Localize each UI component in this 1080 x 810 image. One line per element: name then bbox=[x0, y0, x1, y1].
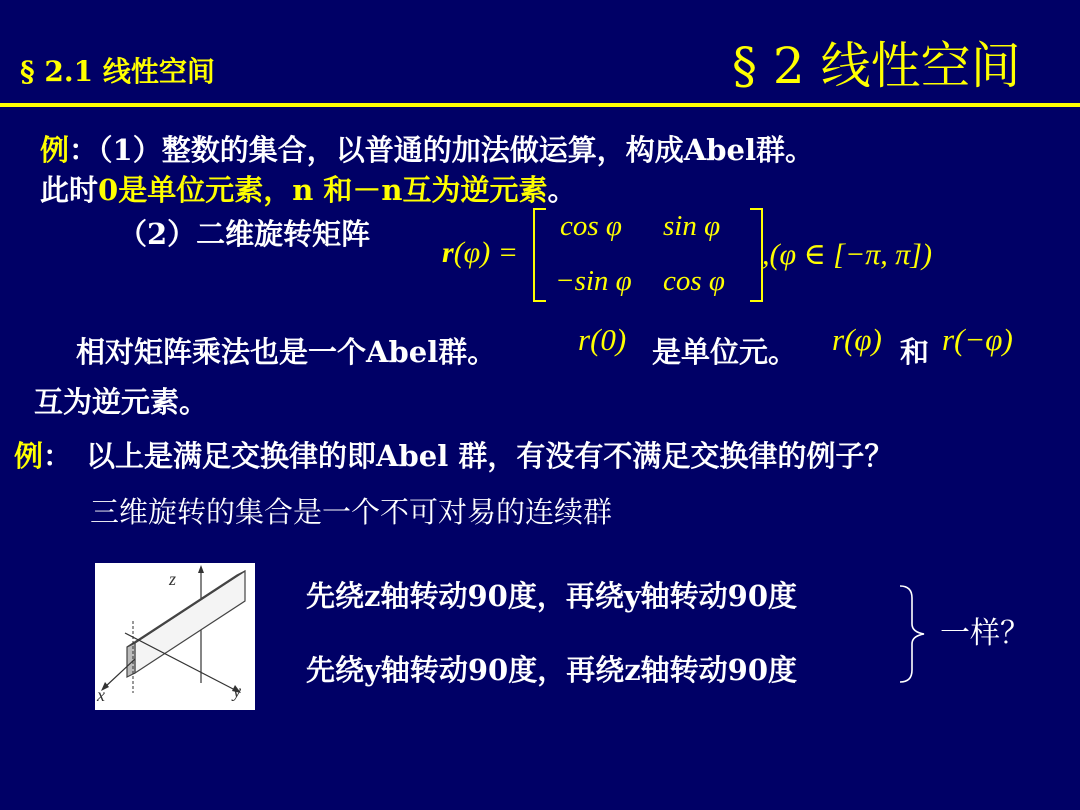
example1-line4-math1: r(0) bbox=[578, 322, 627, 357]
rotation-line1: 先绕z轴转动90度，再绕y轴转动90度 bbox=[306, 579, 798, 613]
chapter-title: § 2 线性空间 bbox=[732, 37, 1021, 95]
example1-line2-highlight: 0是单位元素，n 和－n互为逆元素 bbox=[98, 173, 548, 207]
matrix-func-arg: (φ) = bbox=[453, 236, 519, 269]
example1-line4-math2: r(φ) bbox=[832, 322, 882, 357]
example1-line4-math3: r(−φ) bbox=[942, 322, 1013, 357]
matrix-cell-r1c1: cos φ bbox=[560, 210, 622, 242]
example1-line3: （2）二维旋转矩阵 bbox=[118, 217, 371, 251]
axis-y-label: y bbox=[233, 681, 241, 701]
rotation-question: 一样？ bbox=[940, 616, 1030, 651]
rotation-matrix-lhs bbox=[442, 235, 518, 270]
example2-line1 bbox=[14, 434, 893, 475]
example2-line1-text: 以上是满足交换律的即Abel 群，有没有不满足交换律的例子？ bbox=[86, 439, 894, 473]
plate-diagram bbox=[95, 563, 255, 710]
example1-label: 例 bbox=[40, 133, 70, 167]
example1-line2-suffix: 。 bbox=[547, 173, 577, 207]
header-divider bbox=[0, 103, 1080, 107]
example2-line2: 三维旋转的集合是一个不可对易的连续群 bbox=[90, 495, 613, 529]
example1-line4-text1: 相对矩阵乘法也是一个Abel群。 bbox=[76, 335, 497, 369]
example1-colon: ： bbox=[69, 133, 99, 167]
matrix-func-r: r bbox=[442, 236, 454, 269]
example1-line2-prefix: 此时 bbox=[40, 173, 99, 207]
matrix-domain: ,(φ ∈ [−π, π]) bbox=[762, 238, 932, 271]
example1-line1 bbox=[40, 128, 814, 169]
example1-line1-text: （1）整数的集合，以普通的加法做运算，构成Abel群。 bbox=[98, 133, 814, 167]
example1-line5: 互为逆元素。 bbox=[34, 385, 209, 419]
axis-x-label: x bbox=[97, 685, 105, 705]
example2-colon: ： bbox=[43, 439, 73, 473]
matrix-cell-r2c1: −sin φ bbox=[555, 265, 632, 297]
rotation-brace bbox=[898, 584, 938, 684]
example1-line4-text3: 和 bbox=[900, 335, 930, 369]
example2-label: 例 bbox=[14, 439, 44, 473]
example1-line2 bbox=[40, 168, 576, 209]
example1-line4-text2: 是单位元。 bbox=[652, 335, 798, 369]
section-label: § 2.1 线性空间 bbox=[20, 55, 215, 88]
matrix-cell-r1c2: sin φ bbox=[663, 210, 721, 242]
rotation-line2: 先绕y轴转动90度，再绕z轴转动90度 bbox=[306, 653, 798, 687]
matrix-cell-r2c2: cos φ bbox=[663, 265, 725, 297]
axis-z-label: z bbox=[169, 569, 177, 589]
plate-figure bbox=[95, 563, 255, 710]
